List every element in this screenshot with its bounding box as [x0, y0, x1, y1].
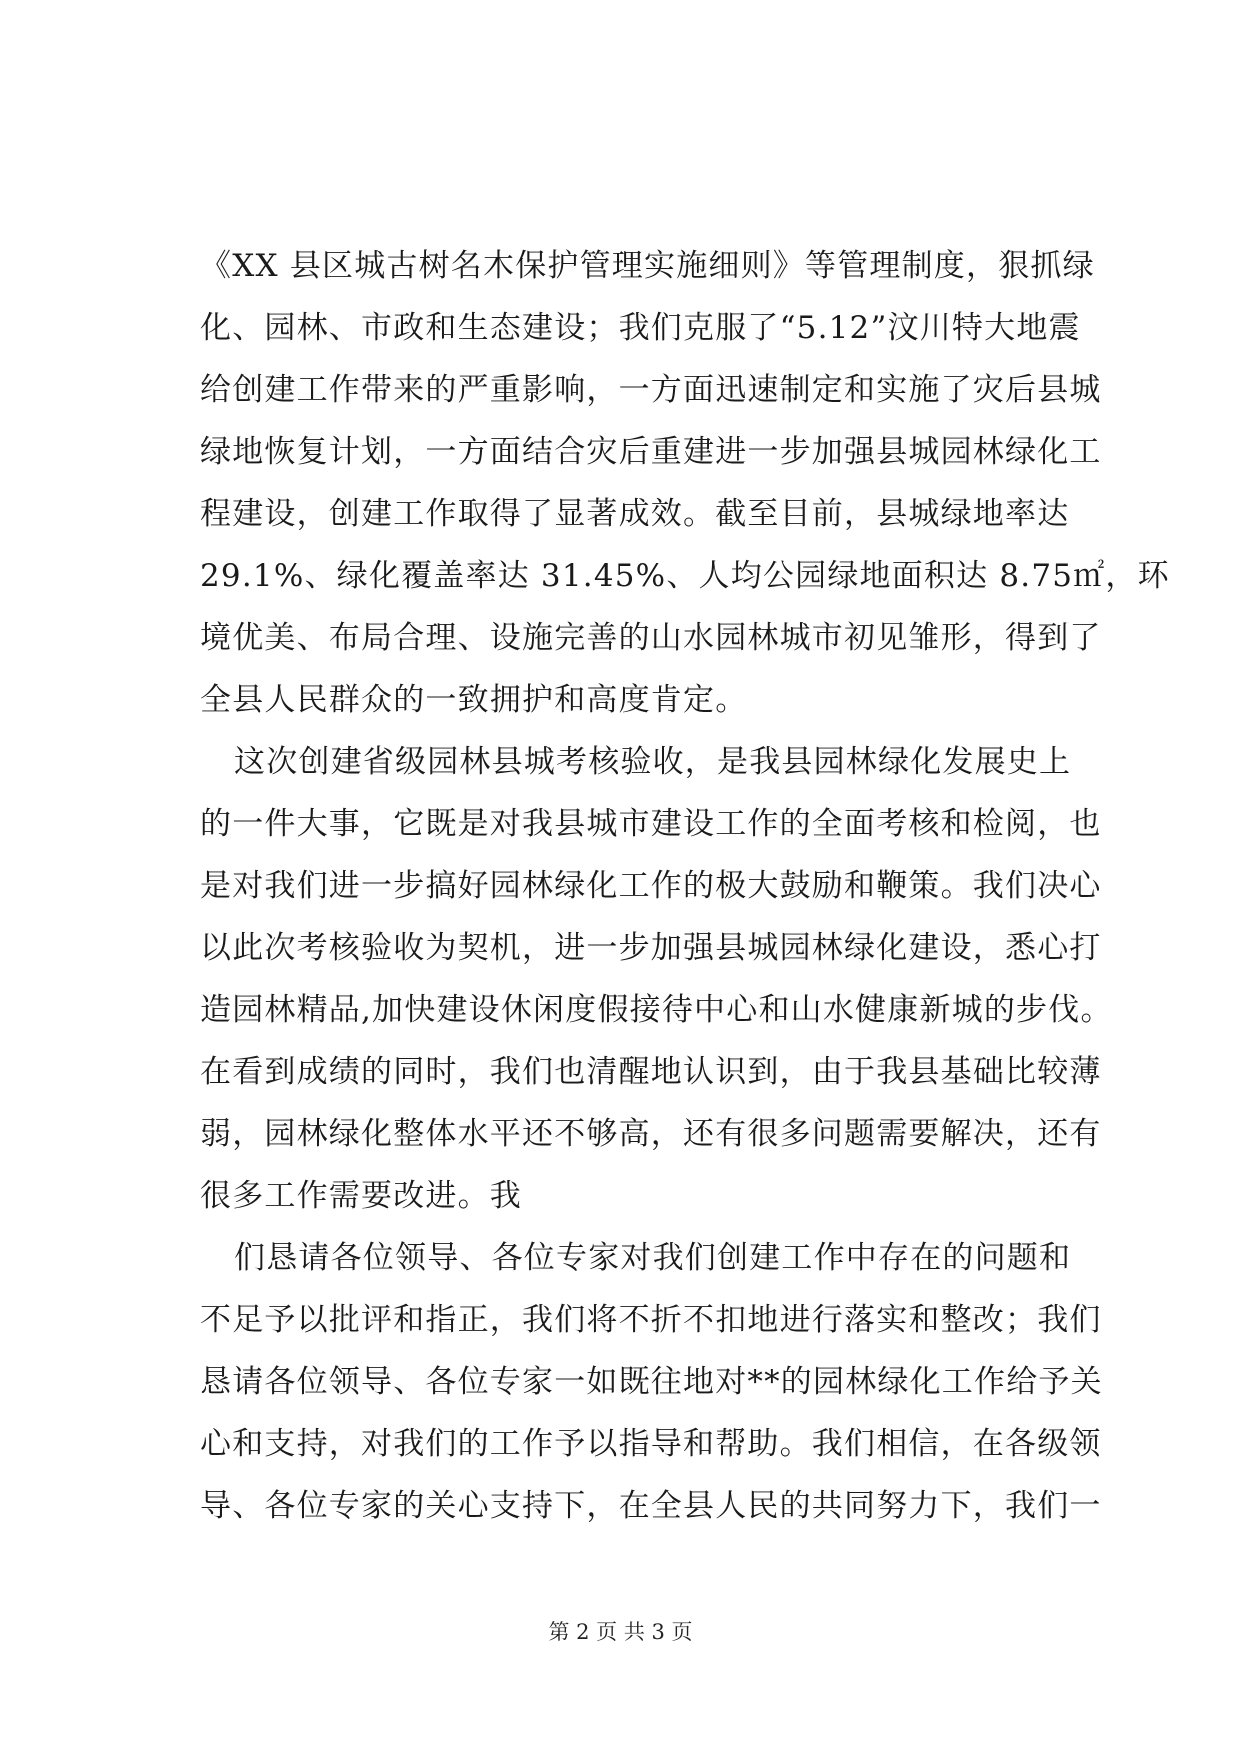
- text-line: 在看到成绩的同时，我们也清醒地认识到，由于我县基础比较薄: [200, 1054, 1102, 1090]
- text-line: 全县人民群众的一致拥护和高度肯定。: [200, 682, 748, 718]
- text-line: 恳请各位领导、各位专家一如既往地对**的园林绿化工作给予关: [200, 1364, 1103, 1400]
- text-line: 绿地恢复计划，一方面结合灾后重建进一步加强县城园林绿化工: [200, 434, 1102, 470]
- text-line: 境优美、布局合理、设施完善的山水园林城市初见雏形，得到了: [200, 620, 1102, 656]
- text-line: 造园林精品,加快建设休闲度假接待中心和山水健康新城的步伐。: [200, 992, 1113, 1028]
- text-line: 程建设，创建工作取得了显著成效。截至目前，县城绿地率达: [200, 496, 1070, 532]
- text-line: 心和支持，对我们的工作予以指导和帮助。我们相信，在各级领: [200, 1426, 1102, 1462]
- paragraph-first-line: 这次创建省级园林县城考核验收，是我县园林绿化发展史上: [234, 744, 1072, 780]
- paragraph-first-line: 们恳请各位领导、各位专家对我们创建工作中存在的问题和: [234, 1240, 1072, 1276]
- text-line: 弱，园林绿化整体水平还不够高，还有很多问题需要解决，还有: [200, 1116, 1102, 1152]
- page-number-footer: 第 2 页 共 3 页: [548, 1620, 693, 1644]
- text-line: 化、园林、市政和生态建设；我们克服了“5.12”汶川特大地震: [200, 310, 1081, 346]
- text-line: 给创建工作带来的严重影响，一方面迅速制定和实施了灾后县城: [200, 372, 1102, 408]
- text-line: 29.1%、绿化覆盖率达 31.45%、人均公园绿地面积达 8.75㎡，环: [200, 558, 1170, 594]
- text-line: 的一件大事，它既是对我县城市建设工作的全面考核和检阅，也: [200, 806, 1102, 842]
- text-line: 是对我们进一步搞好园林绿化工作的极大鼓励和鞭策。我们决心: [200, 868, 1102, 904]
- text-line: 以此次考核验收为契机，进一步加强县城园林绿化建设，悉心打: [200, 930, 1102, 966]
- text-line: 《XX 县区城古树名木保护管理实施细则》等管理制度，狠抓绿: [200, 248, 1095, 284]
- text-line: 不足予以批评和指正，我们将不折不扣地进行落实和整改；我们: [200, 1302, 1102, 1338]
- text-line: 导、各位专家的关心支持下，在全县人民的共同努力下，我们一: [200, 1488, 1102, 1524]
- text-line: 很多工作需要改进。我: [200, 1178, 522, 1214]
